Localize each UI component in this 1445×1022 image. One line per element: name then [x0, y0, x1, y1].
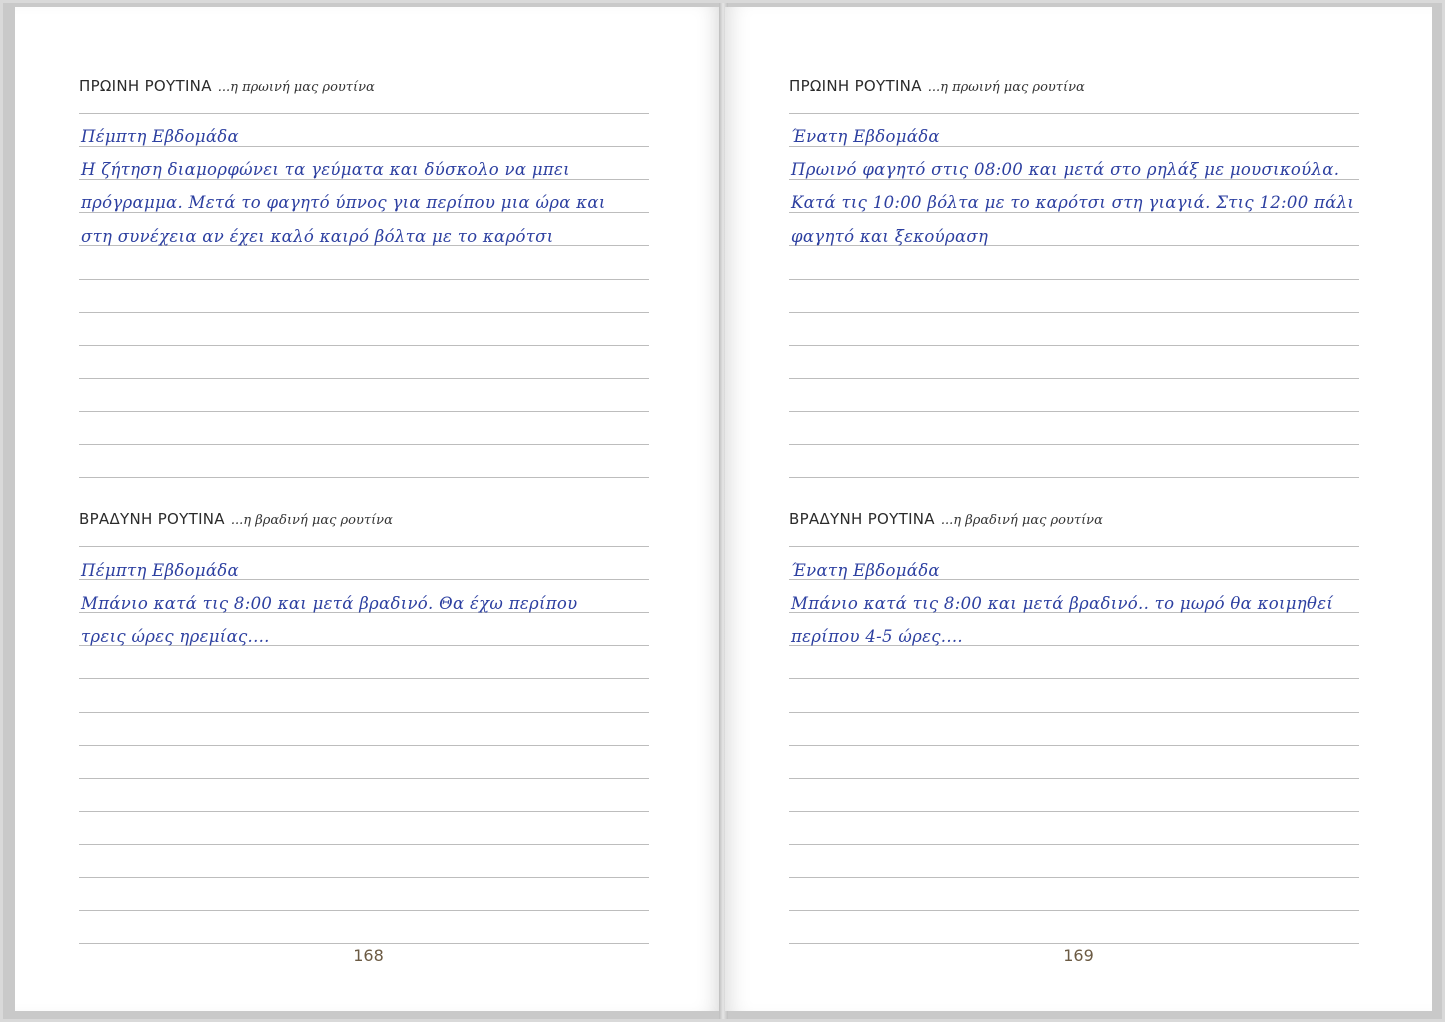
- entry-line: Πέμπτη Εβδομάδα: [81, 127, 239, 146]
- ruled-line: [79, 477, 649, 478]
- ruled-line: [79, 279, 649, 280]
- ruled-line: [79, 312, 649, 313]
- section-title: ΒΡΑΔΥΝΗ ΡΟΥΤΙΝΑ: [79, 510, 225, 528]
- ruled-line: [789, 678, 1359, 679]
- entry-line: τρεις ώρες ηρεμίας....: [81, 627, 270, 647]
- right-page: [725, 7, 1432, 1011]
- entry-line: Μπάνιο κατά τις 8:00 και μετά βραδινό. Θα έχω περίπου: [81, 594, 578, 614]
- ruled-line: [789, 943, 1359, 944]
- ruled-line: [789, 745, 1359, 746]
- ruled-line: [789, 712, 1359, 713]
- ruled-line: [79, 411, 649, 412]
- entry-line: Πέμπτη Εβδομάδα: [81, 561, 239, 580]
- section-title: ΠΡΩΙΝΗ ΡΟΥΤΙΝΑ: [789, 77, 922, 95]
- entry-line: πρόγραμμα. Μετά το φαγητό ύπνος για περίπου μια ώρα και: [81, 193, 606, 213]
- ruled-line: [79, 778, 649, 779]
- ruled-line: [79, 712, 649, 713]
- ruled-line: [789, 345, 1359, 346]
- section-subtitle: ...η πρωινή μας ρουτίνα: [927, 80, 1085, 95]
- handwritten-entry: [791, 120, 1371, 253]
- ruled-line: [789, 910, 1359, 911]
- ruled-line: [789, 411, 1359, 412]
- section-subtitle: ...η πρωινή μας ρουτίνα: [217, 80, 375, 95]
- entry-line: περίπου 4-5 ώρες....: [791, 627, 963, 647]
- section-heading: [789, 510, 1103, 528]
- handwritten-entry: [81, 554, 661, 654]
- section-heading: [79, 510, 393, 528]
- entry-line: στη συνέχεια αν έχει καλό καιρό βόλτα με το καρότσι: [81, 226, 554, 246]
- ruled-line: [789, 778, 1359, 779]
- ruled-line: [79, 877, 649, 878]
- ruled-line: [79, 910, 649, 911]
- ruled-line: [789, 279, 1359, 280]
- ruled-line: [789, 477, 1359, 478]
- entry-line: Η ζήτηση διαμορφώνει τα γεύματα και δύσκολο να μπει: [81, 160, 570, 180]
- handwritten-entry: [81, 120, 661, 253]
- ruled-line: [789, 113, 1359, 114]
- ruled-line: [789, 811, 1359, 812]
- section-heading: [789, 77, 1085, 95]
- entry-line: Πρωινό φαγητό στις 08:00 και μετά στο ρηλάξ με μουσικούλα.: [791, 160, 1340, 180]
- handwritten-entry: [791, 554, 1371, 654]
- section-subtitle: ...η βραδινή μας ρουτίνα: [940, 513, 1103, 528]
- entry-line: Ένατη Εβδομάδα: [791, 561, 940, 580]
- ruled-line: [79, 546, 649, 547]
- ruled-line: [789, 546, 1359, 547]
- section-title: ΒΡΑΔΥΝΗ ΡΟΥΤΙΝΑ: [789, 510, 935, 528]
- ruled-line: [79, 811, 649, 812]
- ruled-line: [79, 378, 649, 379]
- page-number: 169: [1063, 946, 1094, 965]
- ruled-line: [79, 113, 649, 114]
- entry-line: φαγητό και ξεκούραση: [791, 226, 989, 246]
- ruled-line: [79, 678, 649, 679]
- section-heading: [79, 77, 375, 95]
- open-planner-book: [3, 3, 1442, 1019]
- ruled-line: [79, 745, 649, 746]
- entry-line: Ένατη Εβδομάδα: [791, 127, 940, 146]
- left-page: [15, 7, 722, 1011]
- ruled-line: [79, 444, 649, 445]
- section-title: ΠΡΩΙΝΗ ΡΟΥΤΙΝΑ: [79, 77, 212, 95]
- ruled-line: [79, 844, 649, 845]
- ruled-line: [789, 444, 1359, 445]
- ruled-line: [79, 943, 649, 944]
- ruled-line: [79, 345, 649, 346]
- entry-line: Μπάνιο κατά τις 8:00 και μετά βραδινό.. το μωρό θα κοιμηθεί: [791, 594, 1334, 614]
- ruled-line: [789, 378, 1359, 379]
- entry-line: Κατά τις 10:00 βόλτα με το καρότσι στη γιαγιά. Στις 12:00 πάλι: [791, 193, 1355, 213]
- ruled-line: [789, 844, 1359, 845]
- ruled-line: [789, 312, 1359, 313]
- page-number: 168: [353, 946, 384, 965]
- ruled-line: [789, 877, 1359, 878]
- section-subtitle: ...η βραδινή μας ρουτίνα: [230, 513, 393, 528]
